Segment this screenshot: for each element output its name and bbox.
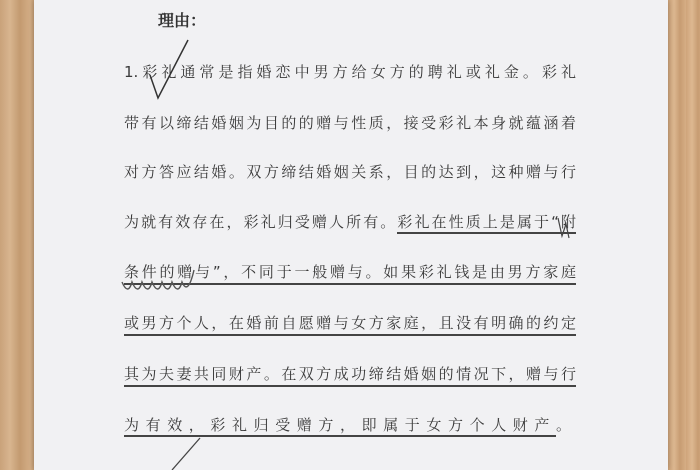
checkmark-icon (150, 40, 188, 98)
wavy-mark (122, 270, 194, 289)
period: 。 (556, 416, 578, 434)
heading: 理由： (158, 11, 207, 30)
slash-mark (172, 438, 200, 470)
text-line-3: 对方答应结婚。双方缔结婚姻关系，目的达到，这种赠与行 (124, 163, 576, 181)
scribble-mark (558, 218, 569, 238)
text-line-5: 条件的赠与”，不同于一般赠与。如果彩礼钱是由男方家庭 (124, 261, 576, 285)
text-line-1: 1.彩礼通常是指婚恋中男方给女方的聘礼或礼金。彩礼 (124, 63, 576, 81)
underlined-text-end: 为有效，彩礼归受赠方，即属于女方个人财产 (124, 416, 556, 437)
text-line-2: 带有以缔结婚姻为目的的赠与性质，接受彩礼本身就蕴涵着 (124, 114, 576, 132)
text-line-7: 其为夫妻共同财产。在双方成功缔结婚姻的情况下，赠与行 (124, 363, 576, 387)
text-line-4a: 为就有效存在，彩礼归受赠人所有。 (124, 213, 398, 231)
underlined-text: 彩礼在性质上是属于“附 (397, 213, 576, 234)
text-line-6: 或男方个人，在婚前自愿赠与女方家庭，且没有明确的约定 (124, 312, 576, 336)
